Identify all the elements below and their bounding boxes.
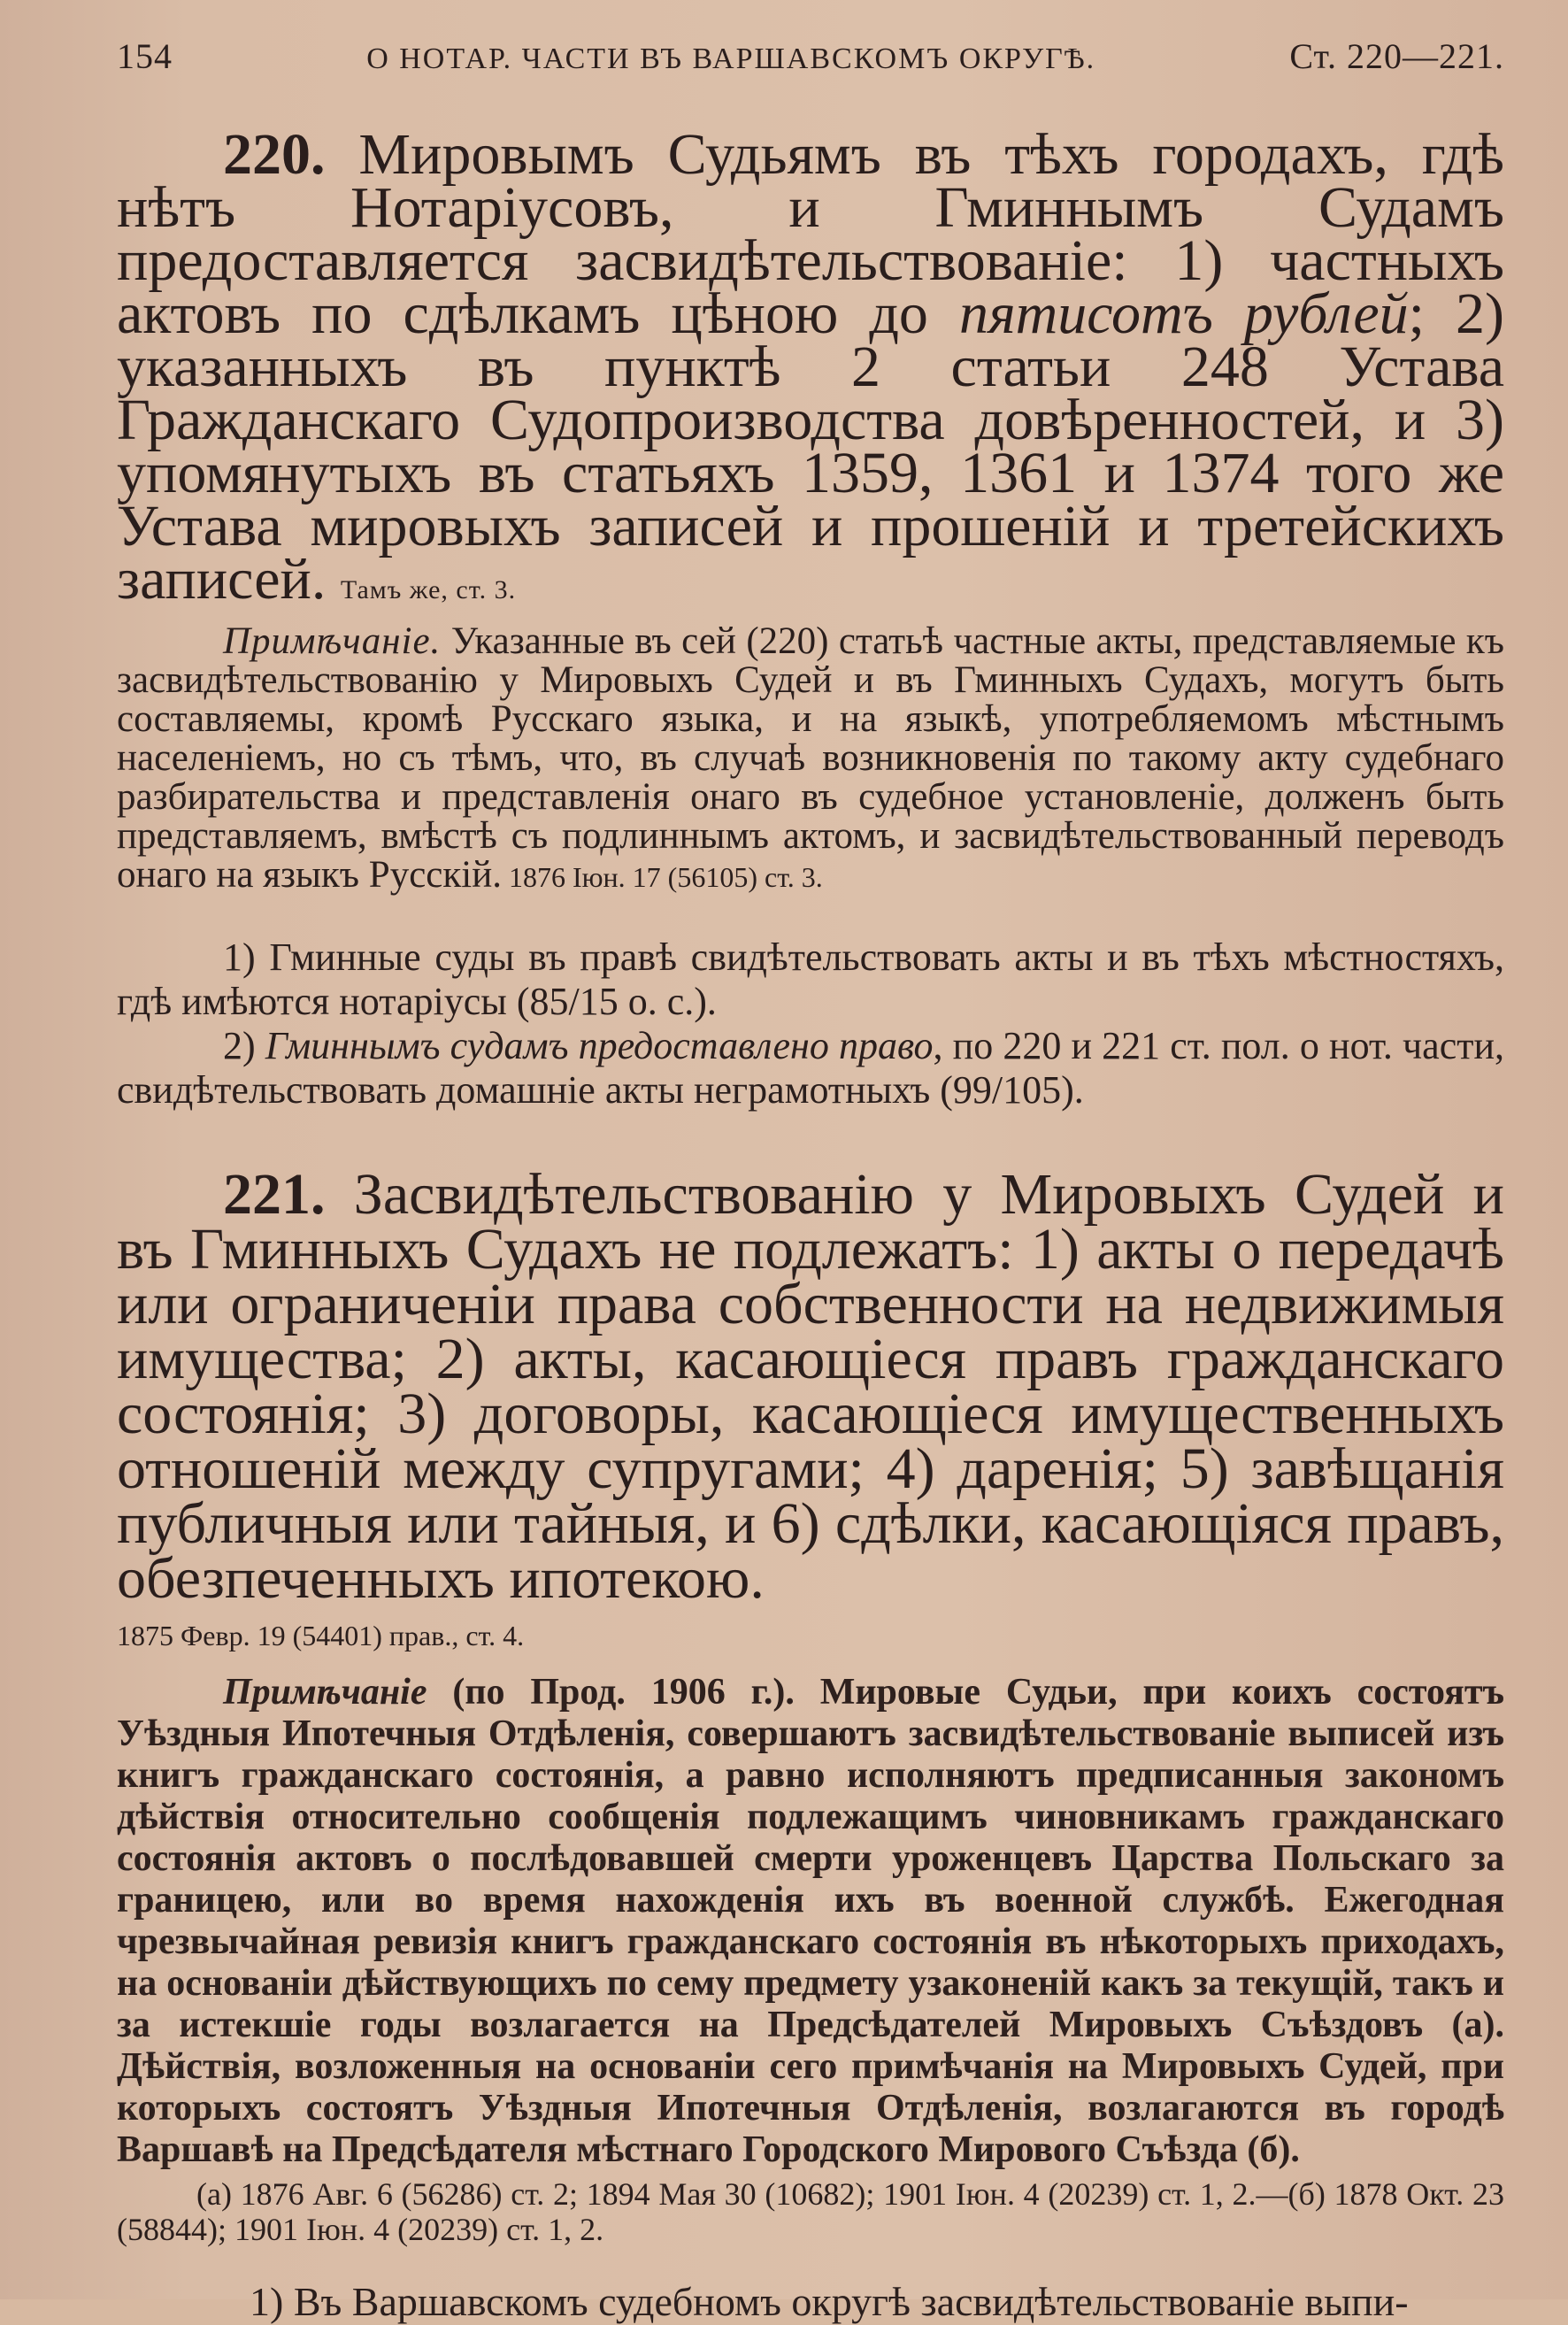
comment-220-2 bbox=[117, 1024, 1504, 1112]
note-221 bbox=[117, 1672, 1504, 2171]
article-text: ; 2) указанныхъ въ пунктѣ 2 статьи 248 Устава Гражданскаго Судопроизводства довѣренностей, и 3) упомянутыхъ въ статьяхъ 1359, 1361 и 1374 того же Устава мировыхъ записей и прошеній и третейскихъ записей. bbox=[117, 281, 1504, 612]
article-220 bbox=[117, 122, 1505, 617]
article-text: Мировымъ Судьямъ въ тѣхъ городахъ, гдѣ нѣтъ Нотаріусовъ, и Гминнымъ Судамъ предоставляется засвидѣтельствованіе: 1) частныхъ актовъ по сдѣлкамъ цѣною до bbox=[117, 122, 1505, 346]
comment-text: , по 220 и 221 ст. пол. о нот. части, свидѣтельствовать домашніе акты неграмотныхъ (99/105). bbox=[117, 1024, 1505, 1112]
note-220 bbox=[117, 622, 1504, 897]
note-label: Примѣчаніе bbox=[223, 1672, 427, 1713]
page-header bbox=[117, 35, 1504, 77]
article-text-italic: пятисотъ рублей bbox=[958, 281, 1409, 346]
note-source: 1876 Іюн. 17 (56105) ст. 3. bbox=[501, 861, 823, 893]
article-source: 1875 Февр. 19 (54401) прав., ст. 4. bbox=[117, 1620, 525, 1651]
article-text: Засвидѣтельствованію у Мировыхъ Судей и въ Гминныхъ Судахъ не подлежатъ: 1) акты о передачѣ или ограниченіи права собственности на недвижимыя имущества; 2) акты, касающіеся правъ гражданскаго состоянія; 3) договоры, касающіеся имущественныхъ отношеній между супругами; 4) даренія; 5) завѣщанія публичныя или тайныя, и 6) сдѣлки, касающіяся правъ, обезпеченныхъ ипотекою. bbox=[117, 1162, 1504, 1611]
comment-prefix: 2) bbox=[223, 1024, 265, 1067]
article-number: 221. bbox=[223, 1162, 326, 1227]
note-references: (а) 1876 Авг. 6 (56286) ст. 2; 1894 Мая 30 (10682); 1901 Іюн. 4 (20239) ст. 1, 2.—(б) 1878 Окт. 23 (58844); 1901 Іюн. 4 (20239) ст. 1, 2. bbox=[117, 2176, 1504, 2247]
article-source: Тамъ же, ст. 3. bbox=[340, 575, 517, 604]
note-text: (по Прод. 1906 г.). Мировые Судьи, при коихъ состоятъ Уѣздныя Ипотечныя Отдѣленія, совершаютъ засвидѣтельствованіе выписей изъ книгъ гражданскаго состоянія, а равно исполняютъ предписанныя закономъ дѣйствія относительно сообщенія подлежащимъ чиновникамъ гражданскаго состоянія актовъ о послѣдовавшей смерти уроженцевъ Царства Польскаго за границею, или во время нахожденія ихъ въ военной службѣ. Ежегодная чрезвычайная ревизія книгъ гражданскаго состоянія въ нѣкоторыхъ приходахъ, на основаніи дѣйствующихъ по сему предмету узаконеній какъ за текущій, такъ и за истекшіе годы возлагается на Предсѣдателей Мировыхъ Съѣздовъ (а). Дѣйствія, возложенныя на основаніи сего примѣчанія на Мировыхъ Судей, при которыхъ состоятъ Уѣздныя Ипотечныя Отдѣленія, возлагаются въ городѣ Варшавѣ на Предсѣдателя мѣстнаго Городского Мирового Съѣзда (б). bbox=[117, 1672, 1504, 2170]
article-range: Ст. 220—221. bbox=[1289, 36, 1504, 76]
article-221 bbox=[117, 1162, 1504, 1663]
note-text: Указанные въ сей (220) статьѣ частные акты, представляемые къ засвидѣтельствованію у Мировыхъ Судей и въ Гминныхъ Судахъ, могутъ быть составляемы, кромѣ Русскаго языка, и на языкѣ, употребляемомъ мѣстнымъ населеніемъ, но съ тѣмъ, что, въ случаѣ возникновенія по такому акту судебнаго разбирательства и представленія онаго въ судебное установленіе, долженъ быть представляемъ, вмѣстѣ съ подлиннымъ актомъ, и засвидѣтельствованный переводъ онаго на языкъ Русскій. bbox=[117, 620, 1504, 896]
comment-221-1: 1) Въ Варшавскомъ судебномъ округѣ засвидѣтельствованіе выпи- bbox=[250, 2279, 1409, 2324]
comment-italic: Гминнымъ судамъ предоставлено право bbox=[265, 1024, 934, 1067]
running-title: О НОТАР. ЧАСТИ ВЪ ВАРШАВСКОМЪ ОКРУГѢ. bbox=[366, 42, 1096, 75]
comment-220-1: 1) Гминные суды въ правѣ свидѣтельствовать акты и въ тѣхъ мѣстностяхъ, гдѣ имѣются нотаріусы (85/15 о. с.). bbox=[117, 935, 1504, 1023]
page-number: 154 bbox=[117, 36, 173, 76]
note-label: Примѣчаніе. bbox=[223, 620, 442, 662]
article-number: 220. bbox=[223, 122, 326, 187]
